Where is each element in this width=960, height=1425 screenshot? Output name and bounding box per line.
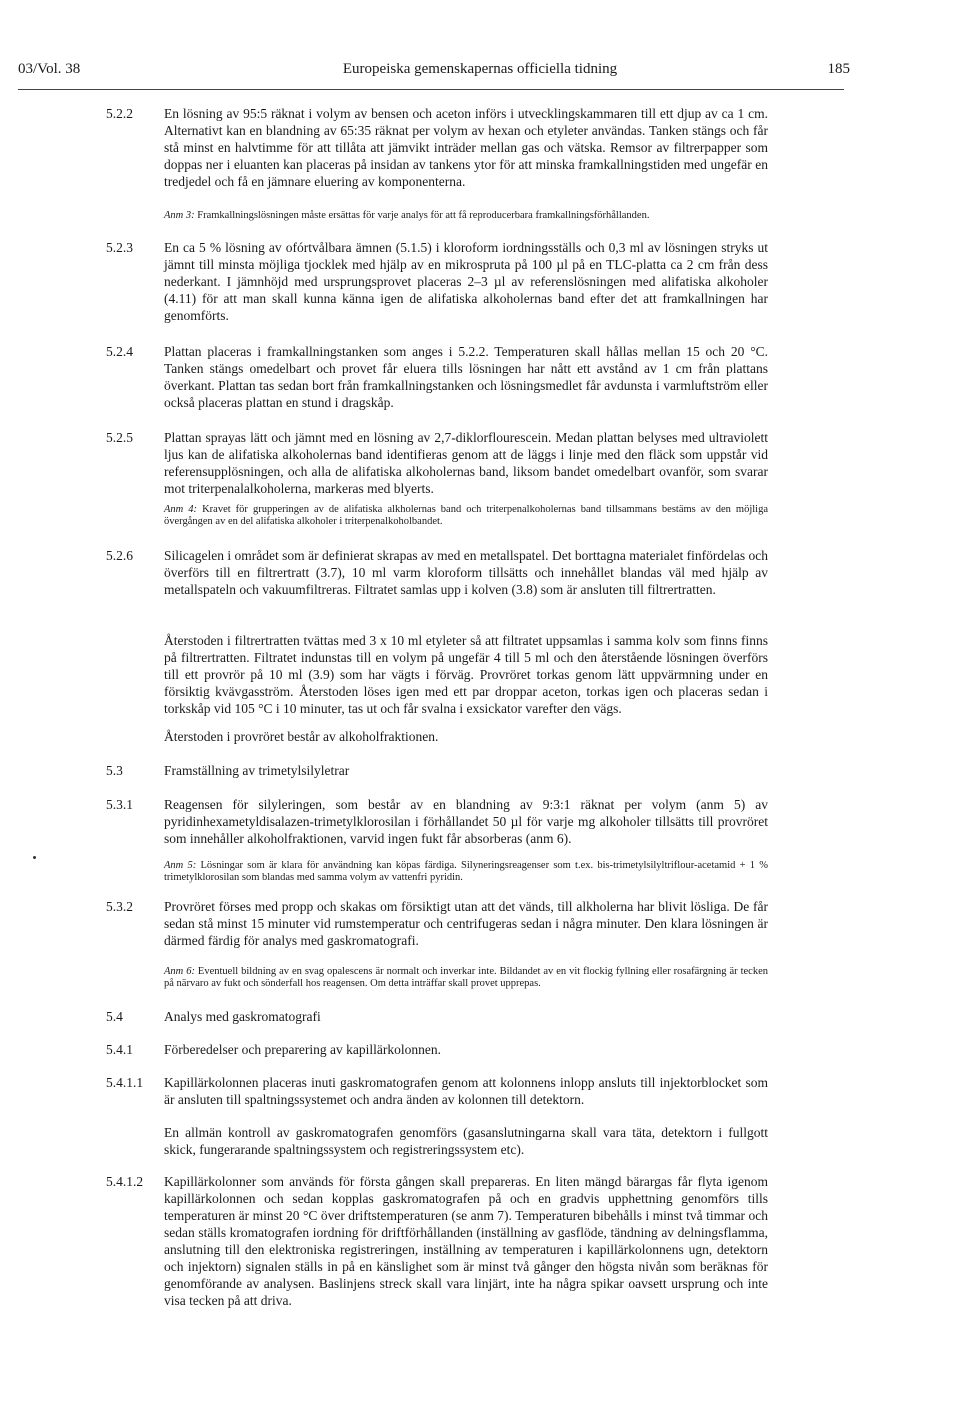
note-label: Anm 6: [164, 966, 195, 977]
section-text: Provröret förses med propp och skakas om försiktigt utan att det vänds, till alkholerna har blivit lösliga. De får sedan stå minst 15 minuter vid rumstemperatur och centrifugeras sedan i några minuter. Den klara lösningen är därmed färdig för analys med gaskromatografi. [164, 899, 768, 948]
section-text: Reagensen för silyleringen, som består av en blandning av 9:3:1 räknat per volym (anm 5) av pyridinhexametyldisalazen-trimetylklorosilan i förhållandet 50 µl för varje mg alkoholer tillsätts till provröret som innehåller alkoholfraktionen, varvid ingen fukt får absorberas (anm 6). [164, 797, 768, 846]
section-text: Kapillärkolonner som används för första gången skall prepareras. En liten mängd bärargas får flyta igenom kapillärkolonnen och sedan kopplas gaskromatografen på och en gradvis upphettning genomförs tills temperaturen är minst 20 °C över driftstemperaturen (se anm 7). Temperaturen bibehålls i minst två timmar och sedan ställs kromatografen iordning för driftförhållanden (inställning av gasflöde, tändning av delningsflamma, anslutning till den elektroniska registreringen, inställning av temperaturen i kapillärkolonnens ugn, detektorn och injektorn) signalen ställs in på en känslighet som är minst två gånger den högsta nivån som beräknas för genomförande av analysen. Baslinjens streck skall vara linjärt, inte ha några spikar oavsett ursprung och inte visa tecken på att driva. [164, 1174, 768, 1308]
section-heading: Framställning av trimetylsilyletrar [164, 763, 350, 778]
note-text [164, 966, 768, 990]
section-text: Silicagelen i området som är definierat skrapas av med en metallspatel. Det borttagna materialet finfördelas och överförs till en filtrertratt (3.7), 10 ml varm kloroform tillsätts och innehållet blandas väl med hjälp av metallspateln och vakuumfiltreras. Filtratet samlas upp i kolven (3.8) som är ansluten till filtrertratten. [164, 548, 768, 597]
section-number: 5.2.4 [106, 344, 133, 359]
section-number: 5.3.1 [106, 797, 133, 812]
section-text: Plattan sprayas lätt och jämnt med en lösning av 2,7-diklorflourescein. Medan plattan belyses med ultraviolett ljus kan de alifatiska alkoholernas band identifieras genom att de läggs i linje med den fläck som uppstår vid referensupplösningen, och alla de alifatiska alkoholernas band, liksom bandet omedelbart ovanför, som svarar mot triterpenalalkoholerna, markeras med blyerts. [164, 430, 768, 496]
section-text: En ca 5 % lösning av ofórtvålbara ämnen (5.1.5) i kloroform iordningsställs och 0,3 ml av lösningen stryks ut jämnt till minsta möjliga tjocklek med hjälp av en mikrospruta på 100 µl på en TLC-platta ca 2 cm från dess nederkant. I jämnhöjd med ursprungsprovet placeras 2–3 µl av referenslösningen med alifatiska alkoholer (4.11) för att man skall kunna känna igen de alifatiska alkoholernas band efter det att framkallningen har genomförts. [164, 240, 768, 323]
section-number: 5.2.6 [106, 548, 133, 563]
note-body: Lösningar som är klara för användning kan köpas färdiga. Silyneringsreagenser som t.ex. bis-trimetylsilyltriflour-acetamid + 1 % trimetylklorosilan som blandas med samma volym av vattenfri pyridin. [164, 860, 768, 883]
section-heading: Analys med gaskromatografi [164, 1009, 321, 1024]
section-number: 5.4.1.2 [106, 1174, 144, 1189]
section-number: 5.4.1 [106, 1042, 133, 1057]
paragraph-text: En allmän kontroll av gaskromatografen genomförs (gasanslutningarna skall vara täta, detektorn i fullgott skick, fungerarande spaltningssystem och registreringssystem etc). [164, 1125, 768, 1157]
note-label: Anm 5: [164, 860, 197, 871]
paragraph-text: Återstoden i provröret består av alkoholfraktionen. [164, 729, 439, 744]
note-text [164, 860, 768, 884]
note-label: Anm 3: [164, 210, 195, 221]
journal-volume: 03/Vol. 38 [18, 61, 81, 77]
note-body: Eventuell bildning av en svag opalescens är normalt och inverkar inte. Bildandet av en vit flockig fyllning eller rosafärgning är tecken på närvaro av fukt och sönderfall hos reagensen. Om detta inträffar skall provet upprepas. [164, 966, 769, 989]
page-number: 185 [827, 61, 850, 77]
paragraph-text: Återstoden i filtrertratten tvättas med 3 x 10 ml etyleter så att filtratet uppsamlas i samma kolv som finns finns på filtrertratten. Filtratet indunstas till en volym på ungefär 4 till 5 ml och den återstående lösningen överförs till ett provrör på 10 ml (3.9) som har vägts i förväg. Provröret torkas genom lätt uppvärmning under en försiktig kvävgasström. Återstoden löses igen med ett par droppar aceton, torkas igen och placeras sedan i torkskåp vid 105 °C i 10 minuter, tas ut och får svalna i exsickator varefter den vägs. [164, 633, 768, 716]
section-text: Kapillärkolonnen placeras inuti gaskromatografen genom att kolonnens inlopp ansluts till injektorblocket som är ansluten till spaltningssystemet och andra änden av kolonnen till detektorn. [164, 1075, 768, 1107]
header-rule [18, 89, 844, 90]
note-text [164, 504, 768, 528]
section-number: 5.2.2 [106, 106, 133, 121]
section-text: En lösning av 95:5 räknat i volym av bensen och aceton införs i utvecklingskammaren till ett djup av ca 1 cm. Alternativt kan en blandning av 65:35 räknat per volym av hexan och etyleter användas. Tanken stängs och får stå minst en halvtimme för att tillåta att jämvikt inträder mellan gas och vätska. Remsor av filtrerpapper som doppas ner i eluanten kan placeras på insidan av tankens ytor för att minska framkallningstiden med ungefär en tredjedel och få en jämnare eluering av komponenterna. [164, 106, 768, 189]
section-heading: Förberedelser och preparering av kapillärkolonnen. [164, 1042, 442, 1057]
section-number: 5.3.2 [106, 899, 133, 914]
section-number: 5.4.1.1 [106, 1075, 144, 1090]
note-text [164, 210, 768, 222]
margin-dot [33, 856, 36, 859]
note-label: Anm 4: [164, 504, 198, 515]
section-number: 5.2.5 [106, 430, 133, 445]
section-text: Plattan placeras i framkallningstanken som anges i 5.2.2. Temperaturen skall hållas mellan 15 och 20 °C. Tanken stängs omedelbart och provet får eluera tills lösningen har nått ett avstånd av 1 cm från plattans överkant. Plattan tas sedan bort från framkallningstanken och lösningsmedlet får avdunsta i varmluftström eller också placeras plattan en stund i dragskåp. [164, 344, 768, 410]
section-number: 5.3 [106, 763, 123, 778]
journal-title: Europeiska gemenskapernas officiella tidning [342, 61, 618, 77]
section-number: 5.2.3 [106, 240, 133, 255]
note-body: Framkallningslösningen måste ersättas för varje analys för att få reproducerbara framkallningsförhållanden. [197, 210, 650, 221]
note-body: Kravet för grupperingen av de alifatiska alkholernas band och triterpenalkoholernas band tillsammans bestäms av den möjliga övergången av en del alifatiska alkoholer i triterpenalkoholbandet. [164, 504, 769, 527]
section-number: 5.4 [106, 1009, 123, 1024]
